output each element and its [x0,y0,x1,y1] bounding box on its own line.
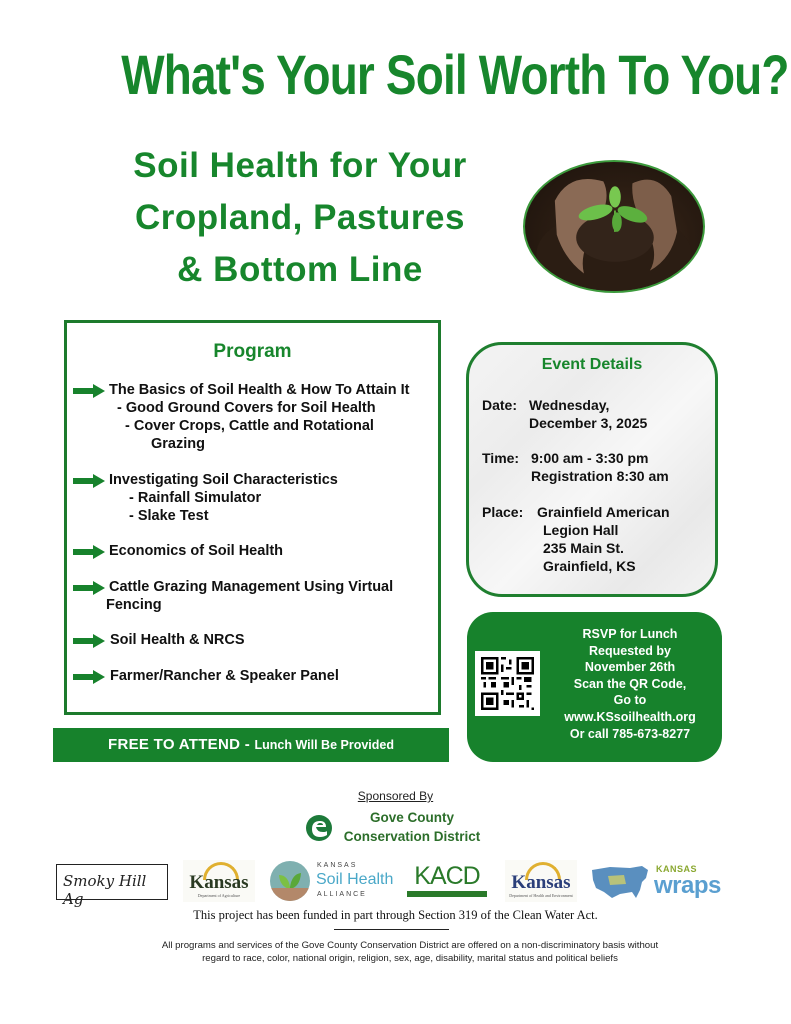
subtitle-line: & Bottom Line [177,250,423,289]
gccd-logo-icon [305,814,333,842]
place-label: Place: [482,504,524,520]
program-box [64,320,441,715]
partner-logos [0,860,791,908]
city-value: Grainfield, KS [543,558,636,574]
wraps-top: KANSAS [656,864,698,874]
gccd-name-line: Gove County [369,810,454,825]
us-map-icon [590,864,652,900]
place-value: Legion Hall [543,522,619,538]
kansas-dept-agriculture-logo [183,860,255,902]
kacd-bar [407,891,487,897]
program-subitem: - Cover Crops, Cattle and Rotational [125,418,374,434]
place-value: Grainfield American [537,504,670,520]
funding-note: This project has been funded in part through Section 319 of the Clean Water Act. [193,908,598,922]
kdhe-logo [505,860,577,902]
divider [334,929,449,930]
kdhe-word: Kansas [511,872,571,893]
rsvp-phone[interactable]: Or call 785-673-8277 [569,726,691,741]
time-label: Time: [482,450,520,466]
kdhe-sub: Department of Health and Environment [509,893,573,898]
kda-word: Kansas [189,872,249,893]
program-item-title: Soil Health & NRCS [110,632,245,648]
program-subitem: - Slake Test [129,508,209,524]
program-item-title: Cattle Grazing Management Using Virtual [109,579,394,595]
disclaimer-line: regard to race, color, national origin, religion, sex, age, disability, marital status and political beliefs [202,952,618,964]
address-value: 235 Main St. [543,540,624,556]
disclaimer [130,940,690,965]
program-item-title: Investigating Soil Characteristics [109,472,338,488]
kansas-soil-health-alliance-logo [270,860,394,902]
program-title: Program [213,341,292,362]
ksha-top: KANSAS [317,862,358,869]
program-item-title: Farmer/Rancher & Speaker Panel [110,668,339,684]
subtitle-line: Soil Health for Your [133,146,467,185]
event-details-title: Event Details [541,356,643,373]
gccd-name-line: Conservation District [343,829,481,844]
rsvp-line: Go to [613,693,647,708]
disclaimer-line: All programs and services of the Gove County Conservation District are offered on a non-discriminatory basis without [161,940,659,951]
smoky-hill-ag-text: Smoky Hill Ag [63,872,147,908]
lunch-provided-label: Lunch Will Be Provided [254,738,394,752]
rsvp-line: RSVP for Lunch [582,627,678,641]
gove-county-sponsor [305,806,485,848]
rsvp-deadline: November 26th [584,660,676,675]
program-subitem: - Rainfall Simulator [129,490,262,506]
kansas-wraps-logo [590,860,735,902]
program-item-title: The Basics of Soil Health & How To Attain It [109,382,410,398]
qr-code-icon [481,657,534,710]
right-arrow-icon [73,545,105,559]
date-label: Date: [482,397,518,413]
program-item-title: Economics of Soil Health [109,543,284,559]
program-item-title-cont: Fencing [106,597,162,613]
ksha-bottom: ALLIANCE [317,891,367,898]
right-arrow-icon [73,634,105,648]
right-arrow-icon [73,474,105,488]
kacd-logo [405,860,489,902]
date-value: December 3, 2025 [529,415,648,431]
gccd-name [339,808,485,846]
right-arrow-icon [73,581,105,595]
right-arrow-icon [73,670,105,684]
program-subitem: - Good Ground Covers for Soil Health [117,400,376,416]
smoky-hill-ag-logo [56,864,168,908]
free-to-attend-banner [53,728,449,762]
time-value: 9:00 am - 3:30 pm [531,450,649,466]
date-value: Wednesday, [529,397,610,413]
right-arrow-icon [73,384,105,398]
soil-hands-photo [523,160,705,293]
kacd-word: KACD [414,862,480,890]
rsvp-line: Requested by [589,643,671,658]
event-details-box [466,342,718,597]
free-separator: - [240,736,255,753]
seedling-image-icon [525,162,703,291]
free-label: FREE TO ATTEND [108,736,241,753]
sponsored-by-label: Sponsored By [357,789,434,803]
subtitle [70,140,530,296]
qr-code[interactable] [475,651,540,716]
kda-sub: Department of Agriculture [197,893,241,898]
rsvp-text [541,626,719,742]
ksha-mid: Soil Health [316,871,394,888]
rsvp-box [467,612,722,762]
registration-time: Registration 8:30 am [531,468,669,484]
rsvp-line: Scan the QR Code, [573,676,687,691]
headline: What's Your Soil Worth To You? [121,43,789,106]
subtitle-line: Cropland, Pastures [135,198,465,237]
wraps-word: wraps [654,872,721,899]
sprout-icon [270,861,310,901]
program-subitem: Grazing [151,436,205,452]
rsvp-website-link[interactable]: www.KSsoilhealth.org [564,709,696,724]
